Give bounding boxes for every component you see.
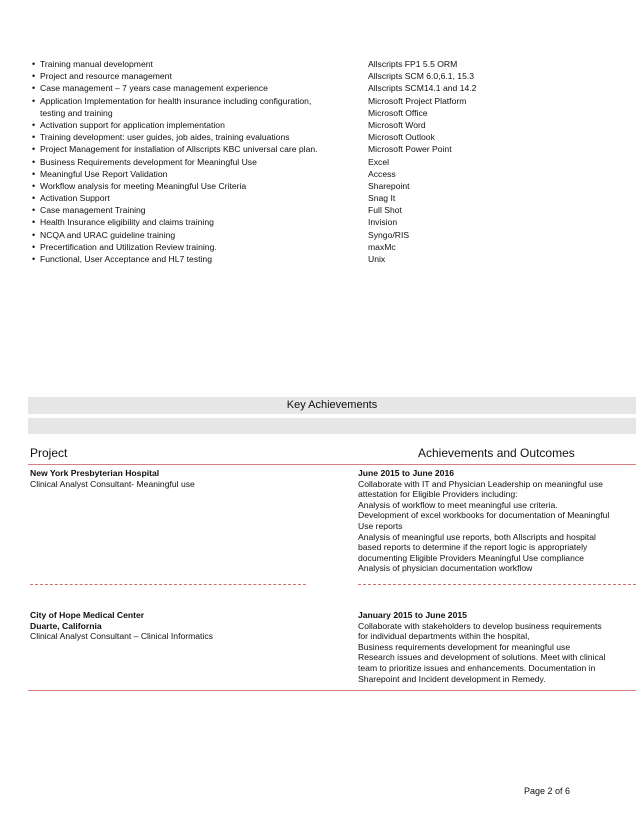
skill-row [28, 156, 628, 168]
bullet-icon: • [32, 59, 36, 69]
bullet-icon: • [32, 241, 36, 252]
skill-row [28, 95, 628, 107]
section-title: Key Achievements [286, 399, 378, 411]
skill-row [28, 229, 628, 241]
software-item: maxMc [368, 241, 396, 252]
detail-line: attestation for Eligible Providers including: [358, 489, 518, 500]
role-title: Clinical Analyst Consultant – Clinical Informatics [30, 631, 213, 642]
date-range: June 2015 to June 2016 [358, 468, 455, 478]
skill-item: Precertification and Utilization Review training. [40, 241, 217, 252]
skill-row [28, 192, 628, 204]
software-item: Microsoft Outlook [368, 132, 435, 143]
software-item: Full Shot [368, 205, 402, 216]
skill-row [28, 168, 628, 180]
key-achievements-band [28, 397, 636, 414]
software-item: Microsoft Power Point [368, 144, 452, 155]
bullet-icon: • [32, 168, 36, 179]
software-item: Syngo/RIS [368, 229, 410, 240]
skill-row [28, 119, 628, 131]
skill-item: Meaningful Use Report Validation [40, 168, 168, 179]
detail-line: Development of excel workbooks for documentation of Meaningful [358, 510, 610, 521]
skill-row [28, 180, 628, 192]
software-item: Microsoft Project Platform [368, 95, 467, 106]
bullet-icon: • [32, 83, 36, 94]
skill-item: Case management – 7 years case management experience [40, 83, 268, 94]
skill-item: Case management Training [40, 205, 146, 216]
skill-row [28, 58, 628, 70]
software-item: Unix [368, 254, 386, 264]
detail-line: based reports to determine if the report logic is appropriately [358, 542, 588, 553]
skills-list [28, 58, 628, 265]
entry-outcomes [358, 610, 633, 684]
bullet-icon: • [32, 156, 36, 167]
detail-line: Collaborate with stakeholders to develop business requirements [358, 620, 602, 631]
role-title: Clinical Analyst Consultant- Meaningful use [30, 478, 195, 489]
bullet-icon: • [32, 205, 36, 216]
bullet-icon: • [32, 95, 36, 106]
skill-item: Training manual development [40, 59, 153, 69]
skill-row [28, 82, 628, 94]
software-item: Allscripts FP1 5.5 ORM [368, 59, 458, 69]
header-divider [28, 464, 636, 465]
detail-line: team to prioritize issues and enhancements. Documentation in [358, 662, 596, 673]
detail-line: for individual departments within the hospital, [358, 631, 530, 642]
skill-row [28, 107, 628, 119]
skill-item: Activation Support [40, 193, 110, 204]
bullet-icon: • [32, 180, 36, 191]
skill-item: Project and resource management [40, 71, 172, 82]
skill-item-continuation: testing and training [40, 107, 113, 118]
project-column-header: Project [30, 446, 68, 460]
detail-line: Business requirements development for meaningful use [358, 641, 571, 652]
skill-row [28, 131, 628, 143]
bullet-icon: • [32, 229, 36, 240]
detail-line: Use reports [358, 520, 403, 531]
skill-row [28, 143, 628, 155]
bullet-icon: • [32, 71, 36, 82]
detail-line: Analysis of physician documentation workflow [358, 563, 533, 574]
date-range: January 2015 to June 2015 [358, 610, 467, 620]
detail-line: Collaborate with IT and Physician Leadership on meaningful use [358, 478, 603, 489]
skill-row [28, 241, 628, 253]
skill-item: Workflow analysis for meeting Meaningful Use Criteria [40, 180, 247, 191]
skill-row [28, 204, 628, 216]
skill-item: Project Management for installation of Allscripts KBC universal care plan. [40, 144, 318, 155]
outcomes-column-header: Achievements and Outcomes [418, 446, 575, 460]
detail-line: Sharepoint and Incident development in Remedy. [358, 673, 546, 684]
entry-outcomes [358, 468, 633, 574]
skill-item: Functional, User Acceptance and HL7 testing [40, 254, 212, 264]
page-number: Page 2 of 6 [524, 786, 571, 796]
skill-row [28, 253, 628, 265]
software-item: Microsoft Word [368, 119, 426, 130]
skill-item: Application Implementation for health insurance including configuration, [40, 95, 312, 106]
software-item: Sharepoint [368, 180, 410, 191]
org-location: Duarte, California [30, 620, 102, 631]
section-band [28, 418, 636, 434]
org-name: City of Hope Medical Center [30, 610, 145, 620]
software-item: Invision [368, 217, 398, 228]
bullet-icon: • [32, 144, 36, 155]
detail-line: Analysis of meaningful use reports, both Allscripts and hospital [358, 531, 596, 542]
entry-project [30, 468, 195, 489]
entry-divider [28, 690, 636, 691]
bullet-icon: • [32, 132, 36, 143]
software-item: Allscripts SCM 6.0,6.1, 15.3 [368, 71, 475, 82]
org-name: New York Presbyterian Hospital [30, 468, 160, 478]
software-item: Access [368, 168, 396, 179]
software-item: Excel [368, 156, 390, 167]
software-item: Snag It [368, 193, 396, 204]
skill-row [28, 70, 628, 82]
detail-line: documenting Eligible Providers Meaningful Use compliance [358, 552, 584, 563]
software-item: Allscripts SCM14.1 and 14.2 [368, 83, 477, 94]
detail-line: Research issues and development of solutions. Meet with clinical [358, 652, 606, 663]
skill-item: Business Requirements development for Meaningful Use [40, 156, 257, 167]
detail-line: Analysis of workflow to meet meaningful use criteria. [358, 499, 558, 510]
skill-row [28, 216, 628, 228]
bullet-icon: • [32, 254, 36, 264]
entry-divider [30, 584, 306, 585]
entry-project [30, 610, 213, 642]
bullet-icon: • [32, 217, 36, 228]
skill-item: NCQA and URAC guideline training [40, 229, 176, 240]
skill-item: Health Insurance eligibility and claims training [40, 217, 214, 228]
bullet-icon: • [32, 119, 36, 130]
entry-divider [358, 584, 636, 585]
bullet-icon: • [32, 193, 36, 204]
software-item: Microsoft Office [368, 107, 428, 118]
skill-item: Training development: user guides, job aides, training evaluations [40, 132, 290, 143]
skill-item: Activation support for application implementation [40, 119, 225, 130]
